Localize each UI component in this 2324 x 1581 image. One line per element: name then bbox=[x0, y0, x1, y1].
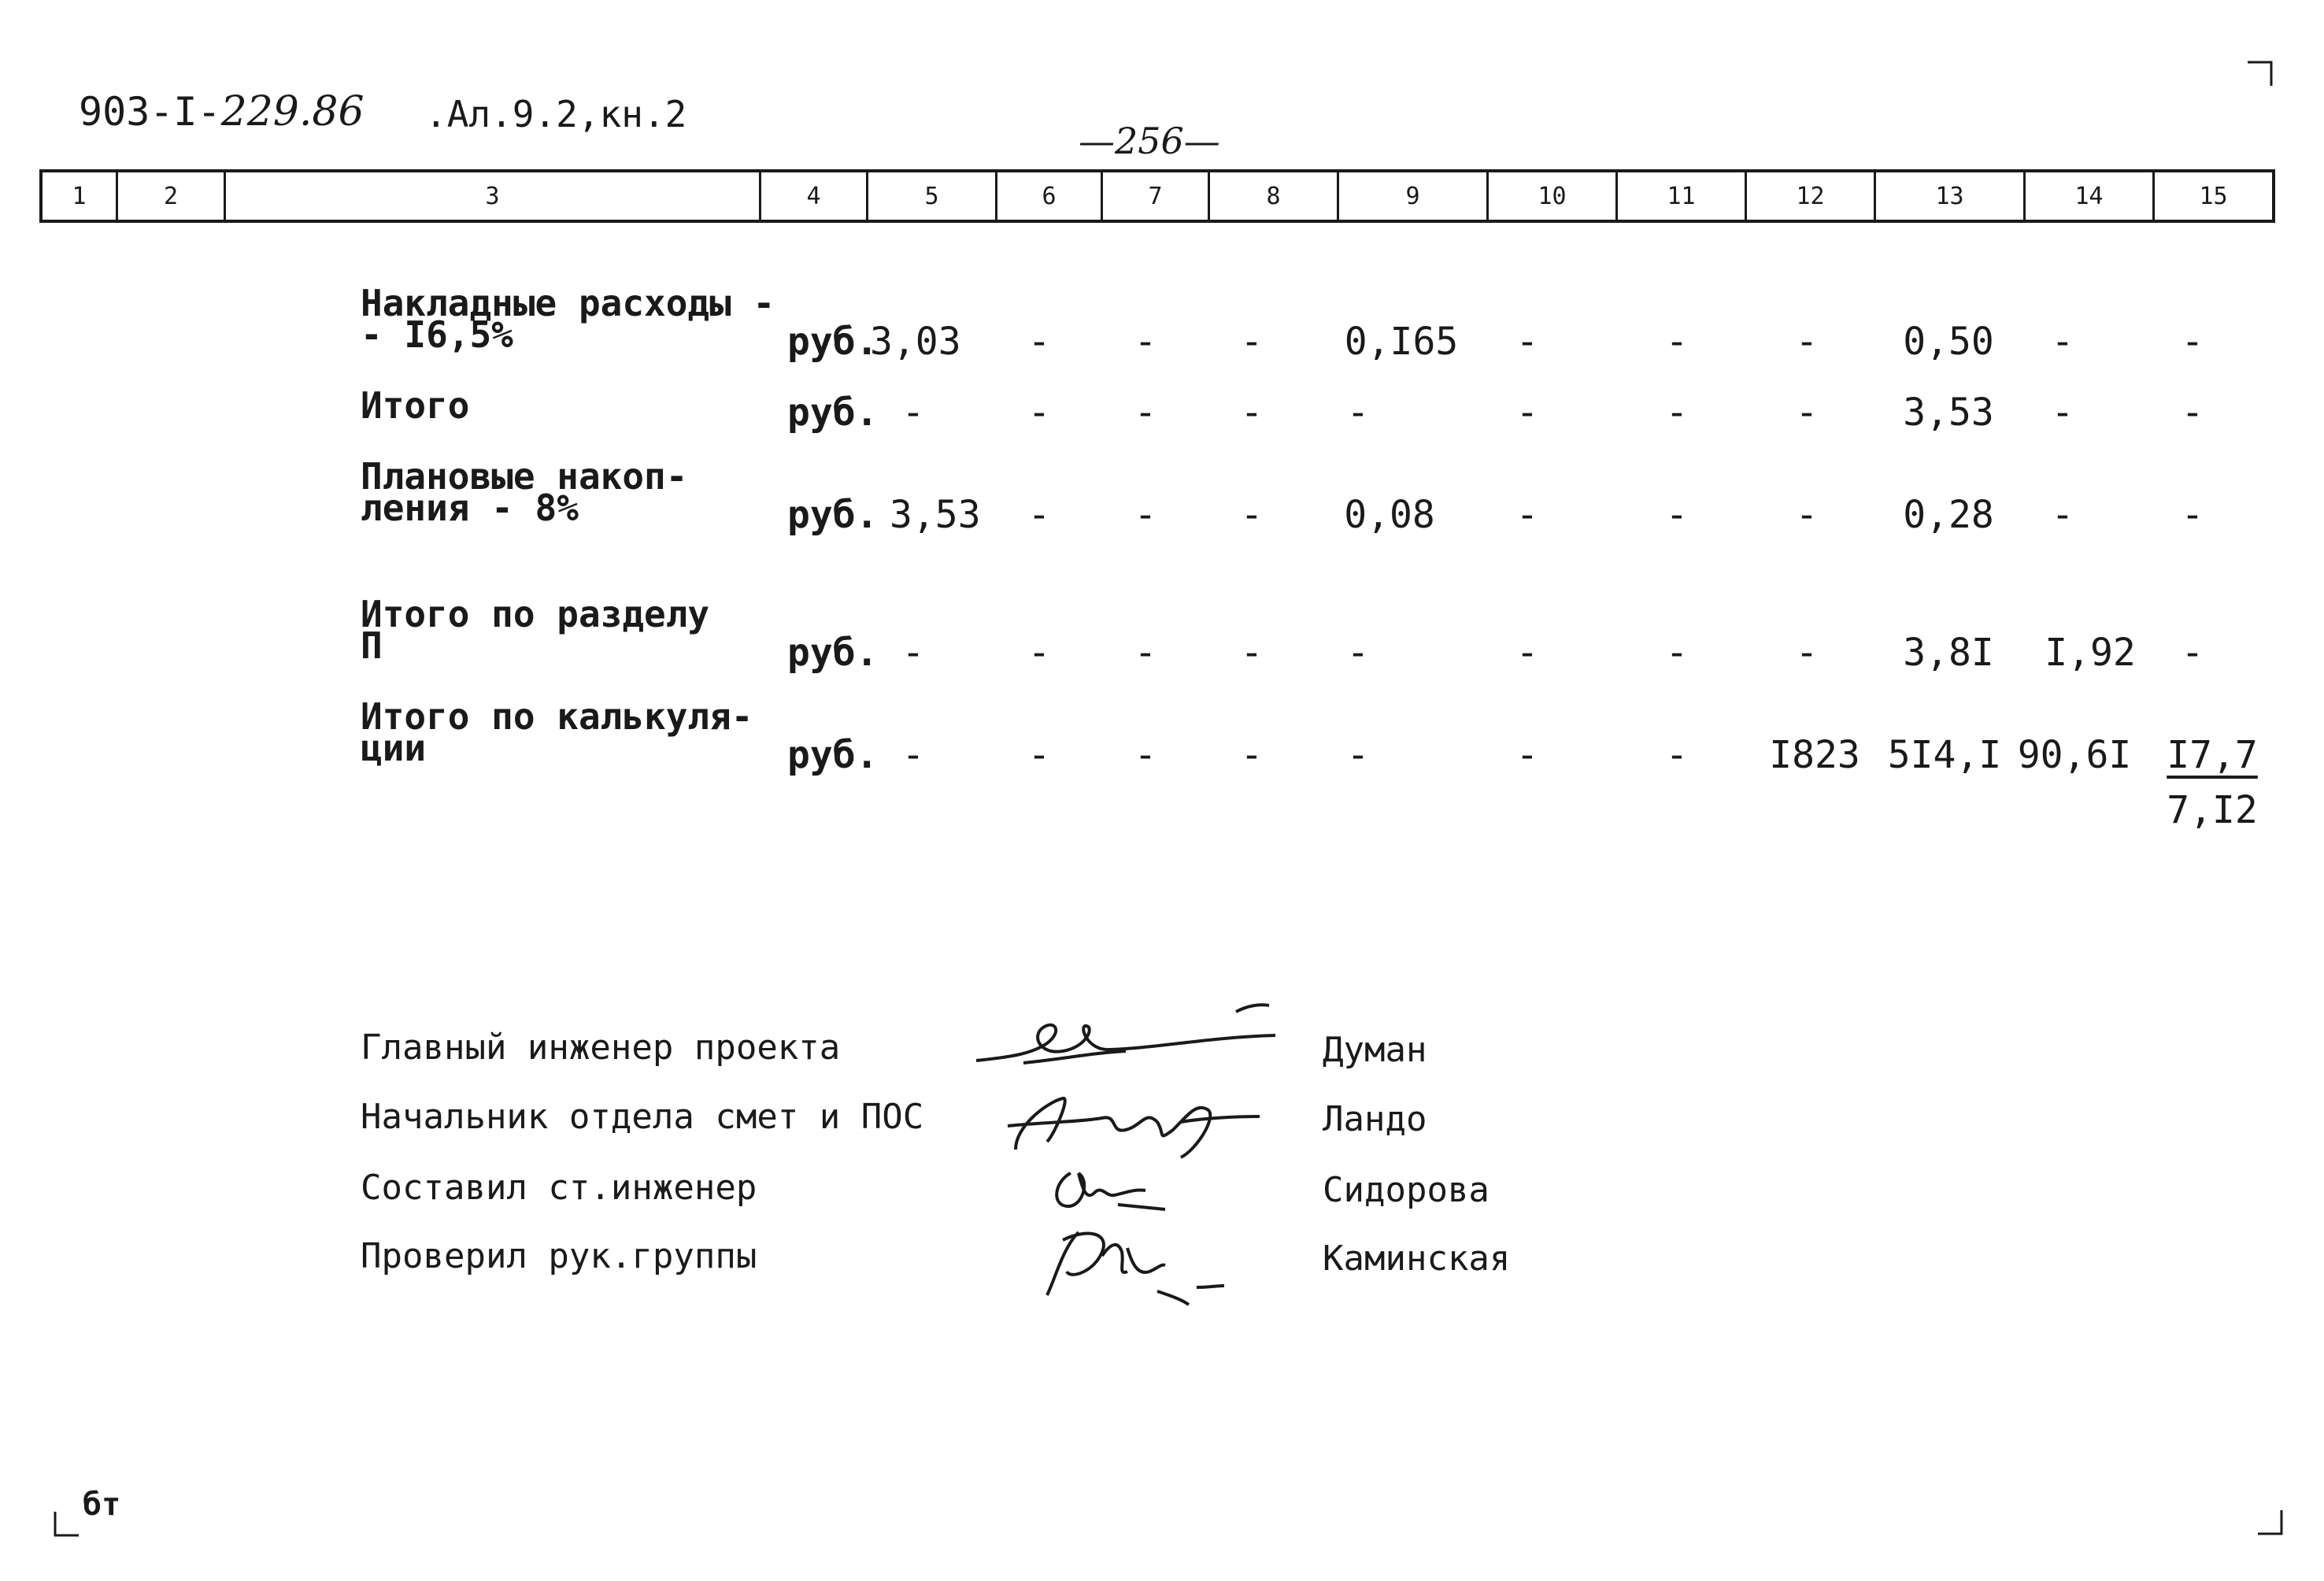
handwritten-signature-4 bbox=[1039, 1216, 1244, 1319]
row-value-col15: I7,7 bbox=[2167, 733, 2258, 777]
column-header-1: 1 bbox=[72, 182, 87, 210]
row-value-col9: 0,08 bbox=[1344, 493, 1435, 537]
row-value-col9: - bbox=[1346, 631, 1370, 675]
row-value-col9: 0,I65 bbox=[1344, 320, 1459, 364]
page-number: —256— bbox=[1079, 120, 1220, 162]
column-header-7: 7 bbox=[1101, 172, 1208, 220]
row-value-col11: - bbox=[1665, 733, 1689, 777]
row-label-overhead-line1: Накладные расходы - bbox=[361, 282, 775, 324]
signature-name-kaminskaya: Каминская bbox=[1323, 1239, 1511, 1279]
signature-role-compiler: Составил ст.инженер bbox=[361, 1168, 757, 1208]
column-header-11: 11 bbox=[1615, 172, 1745, 220]
row-value-col12: - bbox=[1795, 391, 1819, 435]
row-unit: руб. bbox=[787, 320, 879, 364]
column-header-2: 2 bbox=[116, 172, 224, 220]
row-value-col7: - bbox=[1134, 320, 1157, 364]
column-header-10: 10 bbox=[1486, 172, 1615, 220]
row-value-col11: - bbox=[1665, 631, 1689, 675]
row-value-col10: - bbox=[1515, 493, 1539, 537]
row-value-col7: - bbox=[1134, 391, 1157, 435]
row-value-col12: I823 bbox=[1769, 733, 1860, 777]
footer-corner-mark: бт bbox=[83, 1487, 121, 1523]
row-value-col11: - bbox=[1665, 320, 1689, 364]
row-value-col15: - bbox=[2181, 631, 2204, 675]
row-value-col6: - bbox=[1027, 391, 1051, 435]
row-unit: руб. bbox=[787, 631, 879, 675]
column-header-5: 5 bbox=[866, 172, 995, 220]
corner-mark-bottom-left bbox=[54, 1512, 85, 1543]
row-value-col5: 3,03 bbox=[870, 320, 961, 364]
row-value-col10: - bbox=[1515, 391, 1539, 435]
row-value-col12: - bbox=[1795, 320, 1819, 364]
row-value-col6: - bbox=[1027, 320, 1051, 364]
row-value-col5: - bbox=[901, 631, 925, 675]
row-value-col13: 5I4,I bbox=[1887, 733, 2002, 777]
row-value-col15: - bbox=[2181, 391, 2204, 435]
row-value-col5: - bbox=[901, 391, 925, 435]
column-header-3: 3 bbox=[224, 172, 759, 220]
row-value-col11: - bbox=[1665, 391, 1689, 435]
signature-name-duman: Думан bbox=[1323, 1030, 1427, 1070]
column-header-row bbox=[39, 169, 2275, 223]
column-header-12: 12 bbox=[1745, 172, 1874, 220]
signature-role-checker: Проверил рук.группы bbox=[361, 1236, 757, 1276]
row-label-planned-line1: Плановые накоп- bbox=[361, 455, 688, 498]
row-value-col14: I,92 bbox=[2045, 631, 2136, 675]
row-label-calc-total-line1: Итого по калькуля- bbox=[361, 695, 753, 738]
signature-name-sidorova: Сидорова bbox=[1323, 1170, 1490, 1210]
doc-code-prefix: 903-I- bbox=[79, 89, 221, 135]
column-header-9: 9 bbox=[1337, 172, 1486, 220]
row-label-subtotal: Итого bbox=[361, 384, 470, 427]
row-value-col14: - bbox=[2051, 391, 2074, 435]
row-value-col13: 0,50 bbox=[1903, 320, 1994, 364]
column-header-4: 4 bbox=[759, 172, 866, 220]
row-value-col6: - bbox=[1027, 493, 1051, 537]
row-value-col9: - bbox=[1346, 733, 1370, 777]
row-value-col8: - bbox=[1240, 320, 1264, 364]
row-unit: руб. bbox=[787, 391, 879, 435]
column-header-6: 6 bbox=[995, 172, 1101, 220]
row-value-col9: - bbox=[1346, 391, 1370, 435]
row-value-col7: - bbox=[1134, 631, 1157, 675]
row-value-col13: 3,53 bbox=[1903, 391, 1994, 435]
column-header-14: 14 bbox=[2023, 172, 2152, 220]
signature-role-chief-engineer: Главный инженер проекта bbox=[361, 1027, 841, 1068]
row-label-section-total-line2: П bbox=[361, 624, 383, 667]
row-value-col10: - bbox=[1515, 733, 1539, 777]
row-label-overhead-line2: - I6,5% bbox=[361, 313, 513, 356]
row-label-section-total-line1: Итого по разделу bbox=[361, 593, 710, 635]
row-value-col10: - bbox=[1515, 320, 1539, 364]
row-value-col7: - bbox=[1134, 733, 1157, 777]
row-value-col10: - bbox=[1515, 631, 1539, 675]
row-value-col15-second: 7,I2 bbox=[2167, 788, 2258, 832]
row-value-col8: - bbox=[1240, 391, 1264, 435]
row-value-col15: - bbox=[2181, 320, 2204, 364]
signature-name-lando: Ландо bbox=[1323, 1099, 1427, 1139]
row-value-col6: - bbox=[1027, 733, 1051, 777]
row-value-col14: - bbox=[2051, 493, 2074, 537]
handwritten-signature-1 bbox=[976, 988, 1291, 1075]
doc-suffix: .Ал.9.2,кн.2 bbox=[425, 93, 687, 135]
row-value-col14: - bbox=[2051, 320, 2074, 364]
row-value-col5: 3,53 bbox=[890, 493, 981, 537]
row-value-col12: - bbox=[1795, 631, 1819, 675]
row-value-col7: - bbox=[1134, 493, 1157, 537]
doc-code bbox=[79, 88, 365, 135]
row-unit: руб. bbox=[787, 493, 879, 537]
column-header-15: 15 bbox=[2152, 172, 2272, 220]
handwritten-signature-2 bbox=[1000, 1079, 1267, 1165]
corner-mark-top-right bbox=[2248, 59, 2279, 91]
row-unit: руб. bbox=[787, 733, 879, 777]
row-value-col6: - bbox=[1027, 631, 1051, 675]
row-value-col8: - bbox=[1240, 733, 1264, 777]
column-header-8: 8 bbox=[1208, 172, 1337, 220]
row-value-col5: - bbox=[901, 733, 925, 777]
corner-mark-bottom-right bbox=[2258, 1510, 2289, 1542]
row-value-col14: 90,6I bbox=[2017, 733, 2132, 777]
row-value-col11: - bbox=[1665, 493, 1689, 537]
row-label-calc-total-line2: ции bbox=[361, 727, 427, 769]
row-label-planned-line2: ления - 8% bbox=[361, 487, 579, 529]
doc-code-handwritten: 229.86 bbox=[220, 88, 365, 135]
row-value-col13: 0,28 bbox=[1903, 493, 1994, 537]
row-value-col8: - bbox=[1240, 631, 1264, 675]
row-value-col12: - bbox=[1795, 493, 1819, 537]
signature-role-estimates-head: Начальник отдела смет и ПОС bbox=[361, 1097, 924, 1137]
row-value-col15: - bbox=[2181, 493, 2204, 537]
row-value-col8: - bbox=[1240, 493, 1264, 537]
row-value-col13: 3,8I bbox=[1903, 631, 1994, 675]
column-header-13: 13 bbox=[1874, 172, 2023, 220]
